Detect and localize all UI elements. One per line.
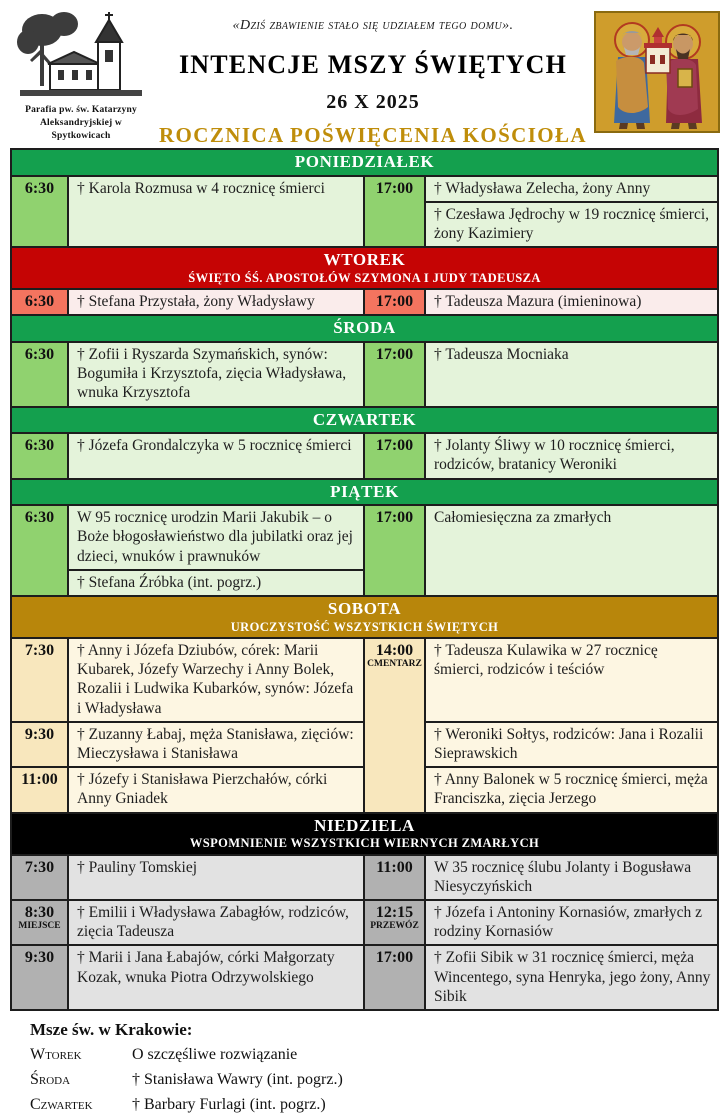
time-cell: 7:30: [11, 638, 68, 722]
page-header: [0, 0, 728, 147]
intention-cell: † Tadeusza Kulawika w 27 rocznicę śmierci, rodziców i teściów: [425, 638, 718, 722]
time-cell: 8:30 MIEJSCE: [11, 900, 68, 945]
schedule-row: [11, 342, 718, 407]
time-cell: 6:30: [11, 342, 68, 407]
krakow-day-label: Czwartek: [30, 1095, 93, 1113]
day-feast-subtitle: WSPOMNIENIE WSZYSTKICH WIERNYCH ZMARŁYCH: [189, 836, 540, 851]
schedule-row: [11, 289, 718, 315]
intention-cell: W 95 rocznicę urodzin Marii Jakubik – o Boże błogosławieństwo dla jubilatki oraz jej dzieci, wnuków i prawnuków: [68, 505, 364, 570]
intention-cell: † Stefana Źróbka (int. pogrz.): [68, 570, 364, 596]
intention-cell: † Karola Rozmusa w 4 rocznicę śmierci: [68, 176, 364, 248]
intention-cell: † Józefa i Antoniny Kornasiów, zmarłych z rodziny Kornasiów: [425, 900, 718, 945]
schedule-row: [11, 505, 718, 570]
krakow-day-label: Środa: [30, 1070, 71, 1088]
parish-name-line2: Aleksandryjskiej w Spytkowicach: [40, 117, 122, 141]
intention-cell: † Weroniki Sołtys, rodziców: Jana i Rozalii Sieprawskich: [425, 722, 718, 767]
intention-cell: † Anny Balonek w 5 rocznicę śmierci, męża Franciszka, zięcia Jerzego: [425, 767, 718, 812]
time-cell: 6:30: [11, 289, 68, 315]
page-date: 26 X 2025: [326, 91, 420, 113]
intention-cell: † Czesława Jędrochy w 19 rocznicę śmierci, żony Kazimiery: [425, 202, 718, 247]
day-section-header: [11, 149, 718, 176]
day-section-header: [11, 247, 718, 289]
schedule-row: [11, 900, 718, 945]
intention-cell: † Józefy i Stanisława Pierzchałów, córki Anny Gniadek: [68, 767, 364, 812]
time-cell: 6:30: [11, 505, 68, 596]
time-cell: 12:15 PRZEWÓZ: [364, 900, 425, 945]
day-section-header: [11, 315, 718, 342]
time-cell: 17:00: [364, 289, 425, 315]
schedule-row: [11, 945, 718, 1010]
day-feast-subtitle: UROCZYSTOŚĆ WSZYSTKICH ŚWIĘTYCH: [230, 619, 499, 634]
intention-cell: † Stefana Przystała, żony Władysławy: [68, 289, 364, 315]
day-name: WTOREK: [323, 250, 406, 270]
intention-cell: † Zuzanny Łabaj, męża Stanisława, zięciów: Mieczysława i Stanisława: [68, 722, 364, 767]
time-cell: 9:30: [11, 722, 68, 767]
intention-cell: † Anny i Józefa Dziubów, córek: Marii Kubarek, Józefy Warzechy i Anny Bolek, Rozalii i Ludwika Kubarków, synów: Józefa i Władysława: [68, 638, 364, 722]
krakow-mass-entry: [30, 1093, 718, 1117]
intention-cell: † Pauliny Tomskiej: [68, 855, 364, 900]
mass-schedule-table: [10, 148, 719, 1011]
day-name: ŚRODA: [333, 318, 396, 338]
day-feast-subtitle: ŚWIĘTO ŚŚ. APOSTOŁÓW SZYMONA I JUDY TADEUSZA: [188, 270, 541, 285]
day-name: NIEDZIELA: [314, 815, 415, 835]
krakow-intention: † Stanisława Wawry (int. pogrz.): [132, 1070, 343, 1088]
time-cell: 17:00: [364, 945, 425, 1010]
krakow-masses-title: Msze św. w Krakowie:: [30, 1020, 193, 1040]
krakow-masses-list: [30, 1043, 718, 1117]
time-cell: 17:00: [364, 433, 425, 478]
saints-simon-and-jude-icon: [594, 11, 720, 138]
time-cell: 17:00: [364, 176, 425, 248]
krakow-mass-entry: [30, 1068, 718, 1093]
time-location-note: CMENTARZ: [367, 659, 422, 670]
time-cell: 6:30: [11, 433, 68, 478]
time-cell: 14:00 CMENTARZ: [364, 638, 425, 813]
time-cell: 9:30: [11, 945, 68, 1010]
intention-cell: Całomiesięczna za zmarłych: [425, 505, 718, 596]
intention-cell: † Zofii i Ryszarda Szymańskich, synów: Bogumiła i Krzysztofa, zięcia Władysława, wnuka Krzysztofa: [68, 342, 364, 407]
feast-subtitle: ROCZNICA POŚWIĘCENIA KOŚCIOŁA: [158, 123, 587, 147]
krakow-day-label: Wtorek: [30, 1046, 82, 1064]
header-titles: [152, 8, 594, 148]
day-section-header: [11, 479, 718, 506]
krakow-mass-entry: [30, 1043, 718, 1068]
schedule-row: [11, 176, 718, 202]
day-section-header: [11, 596, 718, 638]
krakow-intention: O szczęśliwe rozwiązanie: [132, 1046, 298, 1064]
time-location-note: MIEJSCE: [18, 921, 61, 932]
schedule-row: [11, 855, 718, 900]
day-name: CZWARTEK: [312, 409, 417, 429]
intention-cell: † Zofii Sibik w 31 rocznicę śmierci, męża Wincentego, syna Henryka, jego żony, Anny Sibik: [425, 945, 718, 1010]
day-section-header: [11, 813, 718, 855]
time-cell: 6:30: [11, 176, 68, 248]
intention-cell: † Jolanty Śliwy w 10 rocznicę śmierci, rodziców, bratanicy Weroniki: [425, 433, 718, 478]
parish-logo: [10, 8, 152, 142]
day-section-header: [11, 407, 718, 434]
krakow-masses-footer: [30, 1020, 718, 1117]
intention-cell: † Tadeusza Mocniaka: [425, 342, 718, 407]
time-cell: 17:00: [364, 505, 425, 596]
time-cell: 11:00: [11, 767, 68, 812]
intention-cell: † Józefa Grondalczyka w 5 rocznicę śmierci: [68, 433, 364, 478]
day-name: SOBOTA: [327, 598, 402, 618]
schedule-row: [11, 433, 718, 478]
time-cell: 11:00: [364, 855, 425, 900]
time-location-note: PRZEWÓZ: [370, 921, 419, 932]
intention-cell: † Marii i Jana Łabajów, córki Małgorzaty Kozak, wnuka Piotra Odrzywolskiego: [68, 945, 364, 1010]
church-drawing-icon: [14, 8, 148, 104]
time-cell: 7:30: [11, 855, 68, 900]
day-name: PONIEDZIAŁEK: [294, 152, 435, 171]
time-cell: 17:00: [364, 342, 425, 407]
page-title: INTENCJE MSZY ŚWIĘTYCH: [178, 50, 568, 79]
intention-cell: W 35 rocznicę ślubu Jolanty i Bogusława Niesyczyńskich: [425, 855, 718, 900]
intention-cell: † Tadeusza Mazura (imieninowa): [425, 289, 718, 315]
schedule-row: [11, 638, 718, 722]
intention-cell: † Władysława Zelecha, żony Anny: [425, 176, 718, 202]
day-name: PIĄTEK: [330, 481, 399, 501]
krakow-intention: † Barbary Furlagi (int. pogrz.): [132, 1095, 326, 1113]
intention-cell: † Emilii i Władysława Zabagłów, rodziców, zięcia Tadeusza: [68, 900, 364, 945]
scripture-quote: «Dziś zbawienie stało się udziałem tego domu».: [232, 18, 514, 33]
parish-name-line1: Parafia pw. św. Katarzyny: [25, 105, 137, 115]
